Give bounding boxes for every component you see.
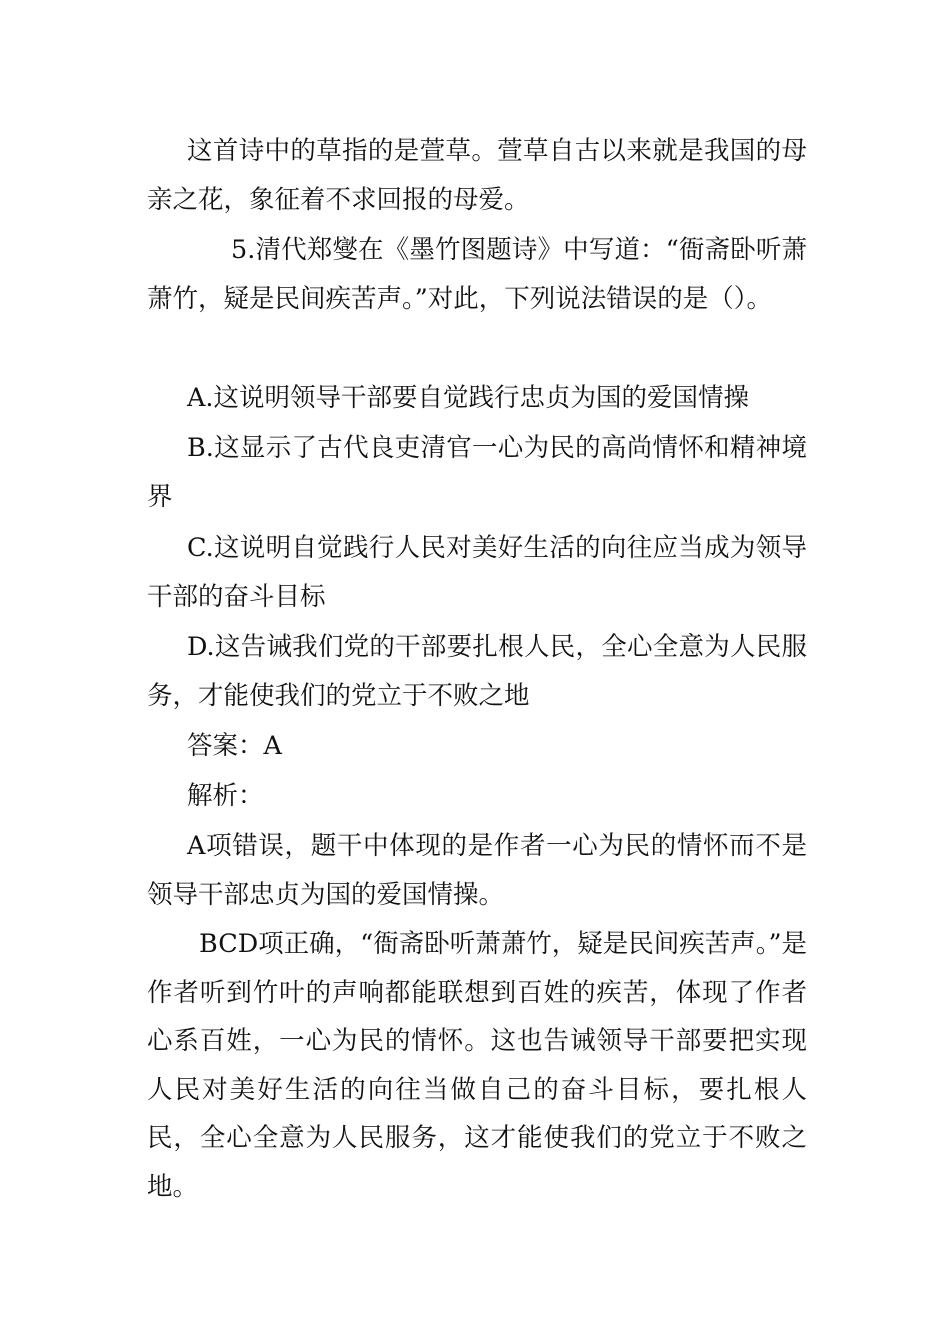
paragraph-daylily: 这首诗中的草指的是萱草。萱草自古以来就是我国的母亲之花，象征着不求回报的母爱。 [147, 136, 807, 215]
answer-line: 答案：A [187, 731, 282, 761]
option-a: A.这说明领导干部要自觉践行忠贞为国的爱国情操 [187, 383, 750, 413]
question-5-stem: 5.清代郑燮在《墨竹图题诗》中写道：“衙斋卧听萧萧竹，疑是民间疾苦声。”对此，下列说法错误的是（）。 [147, 235, 807, 314]
analysis-label: 解析： [187, 781, 264, 811]
option-b: B.这显示了古代良吏清官一心为民的高尚情怀和精神境界 [147, 433, 807, 512]
option-d: D.这告诫我们党的干部要扎根人民，全心全意为人民服务，才能使我们的党立于不败之地 [147, 632, 807, 711]
option-c: C.这说明自觉践行人民对美好生活的向往应当成为领导干部的奋斗目标 [147, 533, 807, 612]
analysis-options-bcd: BCD项正确，“衙斋卧听萧萧竹，疑是民间疾苦声。”是作者听到竹叶的声响都能联想到百姓的疾苦，体现了作者心系百姓，一心为民的情怀。这也告诫领导干部要把实现人民对美好生活的向往当做自己的奋斗目标，要扎根人民，全心全意为人民服务，这才能使我们的党立于不败之地。 [147, 929, 807, 1202]
analysis-option-a: A项错误，题干中体现的是作者一心为民的情怀而不是领导干部忠贞为国的爱国情操。 [147, 831, 807, 910]
